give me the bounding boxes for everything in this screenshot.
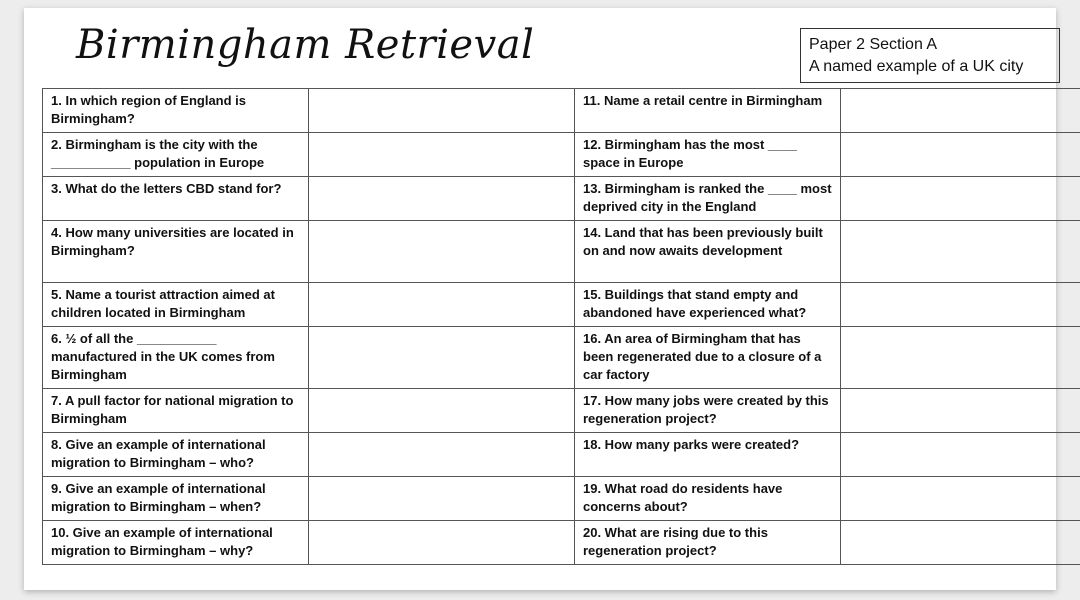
question-cell: 20. What are rising due to this regeneration project?	[575, 521, 841, 565]
answer-cell[interactable]	[841, 327, 1080, 389]
answer-cell[interactable]	[309, 433, 575, 477]
table-row	[43, 177, 1080, 221]
question-cell: 19. What road do residents have concerns about?	[575, 477, 841, 521]
answer-cell[interactable]	[841, 477, 1080, 521]
answer-cell[interactable]	[841, 521, 1080, 565]
question-cell: 17. How many jobs were created by this regeneration project?	[575, 389, 841, 433]
question-cell: 8. Give an example of international migration to Birmingham – who?	[43, 433, 309, 477]
table-row	[43, 89, 1080, 133]
answer-cell[interactable]	[841, 433, 1080, 477]
question-cell: 10. Give an example of international migration to Birmingham – why?	[43, 521, 309, 565]
answer-cell[interactable]	[841, 389, 1080, 433]
answer-cell[interactable]	[841, 221, 1080, 283]
table-row	[43, 521, 1080, 565]
paper-section-label: Paper 2 Section A	[809, 36, 938, 53]
answer-cell[interactable]	[841, 89, 1080, 133]
question-cell: 1. In which region of England is Birmingham?	[43, 89, 309, 133]
answer-cell[interactable]	[309, 477, 575, 521]
answer-cell[interactable]	[309, 283, 575, 327]
question-cell: 12. Birmingham has the most ____ space in Europe	[575, 133, 841, 177]
page-title: Birmingham Retrieval	[76, 22, 535, 68]
table-row	[43, 221, 1080, 283]
question-cell: 15. Buildings that stand empty and abandoned have experienced what?	[575, 283, 841, 327]
question-cell: 5. Name a tourist attraction aimed at children located in Birmingham	[43, 283, 309, 327]
question-cell: 14. Land that has been previously built on and now awaits development	[575, 221, 841, 283]
table-row	[43, 327, 1080, 389]
answer-cell[interactable]	[309, 89, 575, 133]
answer-cell[interactable]	[309, 177, 575, 221]
question-cell: 7. A pull factor for national migration to Birmingham	[43, 389, 309, 433]
answer-cell[interactable]	[309, 327, 575, 389]
retrieval-table	[42, 88, 1080, 565]
question-cell: 9. Give an example of international migration to Birmingham – when?	[43, 477, 309, 521]
table-row	[43, 477, 1080, 521]
question-cell: 16. An area of Birmingham that has been regenerated due to a closure of a car factory	[575, 327, 841, 389]
answer-cell[interactable]	[841, 133, 1080, 177]
table-row	[43, 133, 1080, 177]
question-cell: 13. Birmingham is ranked the ____ most deprived city in the England	[575, 177, 841, 221]
question-cell: 3. What do the letters CBD stand for?	[43, 177, 309, 221]
answer-cell[interactable]	[841, 283, 1080, 327]
answer-cell[interactable]	[841, 177, 1080, 221]
paper-topic-label: A named example of a UK city	[809, 58, 1024, 75]
question-cell: 4. How many universities are located in Birmingham?	[43, 221, 309, 283]
table-row	[43, 433, 1080, 477]
question-cell: 18. How many parks were created?	[575, 433, 841, 477]
paper-info-box	[800, 28, 1060, 83]
question-cell: 11. Name a retail centre in Birmingham	[575, 89, 841, 133]
answer-cell[interactable]	[309, 521, 575, 565]
answer-cell[interactable]	[309, 389, 575, 433]
table-row	[43, 283, 1080, 327]
answer-cell[interactable]	[309, 133, 575, 177]
table-row	[43, 389, 1080, 433]
question-cell: 6. ½ of all the ___________ manufactured in the UK comes from Birmingham	[43, 327, 309, 389]
answer-cell[interactable]	[309, 221, 575, 283]
question-cell: 2. Birmingham is the city with the ___________ population in Europe	[43, 133, 309, 177]
